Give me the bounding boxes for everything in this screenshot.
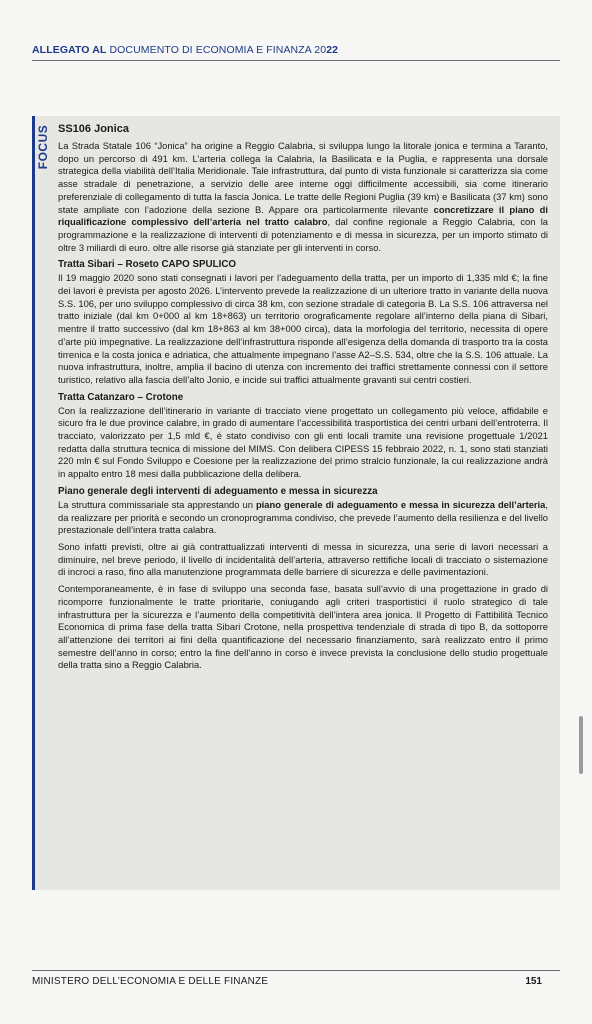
footer-divider <box>32 970 560 971</box>
focus-title: SS106 Jonica <box>58 123 129 135</box>
plan-paragraph-1 <box>58 499 548 537</box>
focus-content <box>58 122 548 676</box>
intro-text-2: , dal confine regionale a Reggio Calabria, con la programmazione e la realizzazione di interventi di potenziamento e di messa in sicurezza, per un importo stimato di oltre 3 miliardi di euro. oltre alle risorse già stanziate per gli interventi in corso. <box>58 216 548 253</box>
focus-label <box>36 118 50 178</box>
section-heading-catanzaro: Tratta Catanzaro – Crotone <box>58 391 184 403</box>
plan-emphasis: piano generale di adeguamento e messa in sicurezza dell’arteria <box>255 498 546 510</box>
header-divider <box>32 60 560 61</box>
intro-paragraph <box>58 140 548 254</box>
section-text-sibari: Il 19 maggio 2020 sono stati consegnati i lavori per l’adeguamento della tratta, per un importo di 1,335 mld €; la fine dei lavori è prevista per agosto 2026. L’intervento prevede la realizzazione di un ulteriore tratto in variante della nuova S.S. 106, per uno sviluppo complessivo di circa 38 km, con sezione stradale di categoria B. La S.S. 106 attraversa nel tratto iniziale (dal km 0+000 al km 18+863) un territorio orograficamente regolare all’interno della piana di Sibari, mentre il tratto successivo (dal km 18+863 al km 38+000 circa), data la morfologia del territorio, necessita di opere d’arte più impegnative. La realizzazione dell’infrastruttura risponde all’esigenza della domanda di trasporto tra la costa tirrenica e la costa jonica e adriatica, che attualmente impegnano l’asse A2–S.S. 534, oltre che la S.S. 106 attuale. La nuova infrastruttura, inoltre, amplia il bacino di utenza con incremento dei traffici strettamente connessi con il settore turistico, relativo alla fascia dell’alto Jonio, e incide sui traffici attualmente gravanti sui centri costieri. <box>58 272 548 385</box>
footer-ministry: MINISTERO DELL’ECONOMIA E DELLE FINANZE <box>32 976 269 987</box>
scrollbar-thumb[interactable] <box>579 716 583 774</box>
plan-text-2: , da realizzare per priorità e secondo un cronoprogramma condiviso, che prevede l’aumento della resilienza e del livello prestazionale dell’intera tratta calabra. <box>58 498 548 536</box>
focus-label-text: FOCUS <box>36 124 50 170</box>
section-text-catanzaro: Con la realizzazione dell’itinerario in variante di tracciato viene progettato un collegamento più veloce, affidabile e sicuro fra le due province calabre, in grado di aumentare l’accessibilità trasportistica dei centri urbani dell’entroterra. Il tracciato, valorizzato per 1,5 mld €, è stato condiviso con gli enti locali tramite una revisione progettuale 1/2021 redatta dalla struttura tecnica di missione del MIMS. Con delibera CIPESS 15 febbraio 2022, n. 1, sono stati stanziati 220 mln € sul Fondo Sviluppo e Coesione per la realizzazione del primo stralcio funzionale, la cui realizzazione andrà in appalto entro 18 mesi dalla pubblicazione della delibera. <box>58 404 548 480</box>
intro-text-1: La Strada Statale 106 “Jonica” ha origine a Reggio Calabria, si sviluppa lungo la litorale jonica e termina a Taranto, dopo un percorso di 491 km. L’arteria collega la Calabria, la Basilicata e la Puglia, e rappresenta una dorsale strategica della viabilità dell’Italia Meridionale. Tale infrastruttura, dal punto di vista funzionale si caratterizza sia come asse stradale di penetrazione, a servizio delle aree interne oggi difficilmente accessibili, sia come itinerario preferenziale di collegamento di tutta la fascia Jonica. Le tratte delle Regioni Puglia (39 km) e Basilicata (37 km) sono state ampliate con l’adozione della sezione B. Appare ora particolarmente rilevante <box>58 140 548 215</box>
header-year-suffix: 22 <box>326 44 339 56</box>
header-title: DOCUMENTO DI ECONOMIA E FINANZA 20 <box>109 44 327 56</box>
page-header <box>32 44 560 56</box>
plan-paragraph-2: Sono infatti previsti, oltre ai già contrattualizzati interventi di messa in sicurezza, una serie di lavori necessari a diminuire, nel breve periodo, il livello di incidentalità dell’arteria, attraverso rettifiche locali di tracciato o sistemazione di incroci a raso, fino alla manutenzione programmata delle barriere di sicurezza e delle pavimentazioni. <box>58 540 548 578</box>
section-heading-plan: Piano generale degli interventi di adeguamento e messa in sicurezza <box>58 485 378 497</box>
focus-accent-bar <box>32 116 35 890</box>
plan-text-1: La struttura commissariale sta apprestando un <box>58 498 256 510</box>
page-number: 151 <box>525 976 542 987</box>
header-prefix: ALLEGATO AL <box>32 44 107 56</box>
section-heading-sibari: Tratta Sibari – Roseto CAPO SPULICO <box>58 259 237 271</box>
intro-emphasis: concretizzare il piano di riqualificazione complessivo dell’arteria nel tratto calabro <box>58 203 548 228</box>
plan-paragraph-3: Contemporaneamente, è in fase di sviluppo una seconda fase, basata sull’avvio di una progettazione in grado di ricomporre funzionalmente le tratte prioritarie, coniugando agli criteri trasportistici il ruolo strategico di tale infrastruttura per la sicurezza e l’aumento della competitività dell’intera area jonica. Il Progetto di Fattibilità Tecnico Economica di prima fase della tratta Sibari Crotone, nella prospettiva tendenziale di strada di tipo B, da sottoporre all’attenzione dei territori ai fini della quantificazione del necessario finanziamento, sarà realizzato entro il primo semestre dell’anno in corso; entro la fine dell’anno in corso è invece prevista la conclusione dello studio progettuale della tratta sino a Reggio Calabria. <box>58 583 548 671</box>
